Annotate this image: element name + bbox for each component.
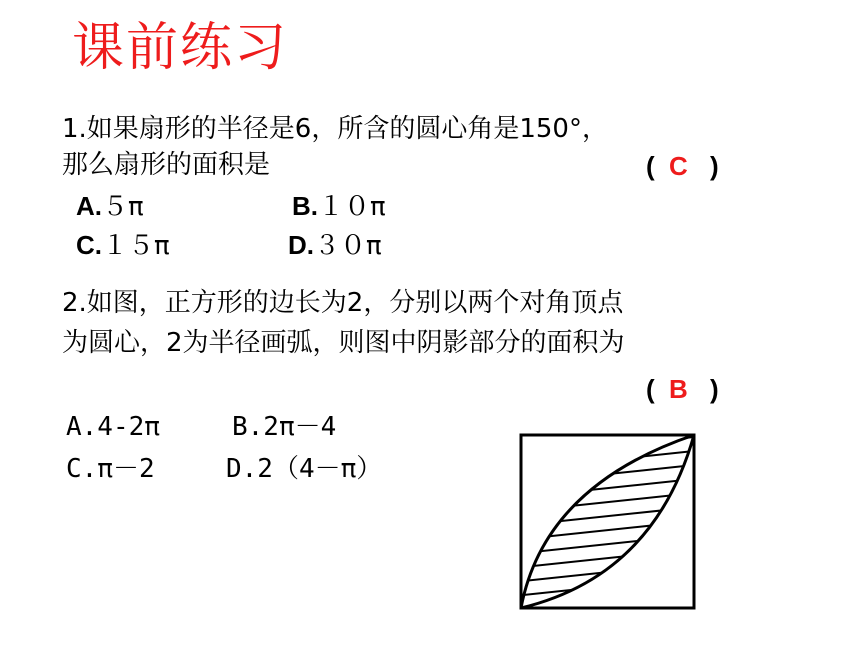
q2-answer-close: ) (709, 374, 719, 404)
q2-answer-open: ( (646, 374, 655, 404)
square-lens-figure (514, 426, 704, 616)
q2-option-c: C.π－2 (66, 454, 155, 484)
q1-line2: 那么扇形的面积是 (62, 150, 271, 180)
q2-option-d: D.2（4－π） (226, 454, 383, 484)
q2-line2: 为圆心，2为半径画弧，则图中阴影部分的面积为 (62, 328, 625, 358)
q2-option-b: B.2π－4 (232, 412, 337, 442)
square-outline (521, 435, 694, 608)
q1-option-c (76, 232, 170, 259)
q1-option-d (288, 232, 382, 259)
q1-option-d-label: D. (288, 230, 314, 260)
q1-option-a (76, 193, 144, 220)
q2-answer (646, 376, 719, 403)
q2-option-a: A.4-2π (66, 412, 160, 442)
q1-line1: 1.如果扇形的半径是6，所含的圆心角是150°， (62, 114, 608, 144)
q1-answer-open: ( (646, 151, 655, 181)
q2-line1: 2.如图，正方形的边长为2，分别以两个对角顶点 (62, 288, 624, 318)
q1-option-b-value: １０π (318, 192, 386, 222)
q2-answer-letter: B (668, 374, 688, 404)
q1-option-d-value: ３０π (314, 231, 382, 261)
q1-option-c-label: C. (76, 230, 102, 260)
q1-option-a-label: A. (76, 191, 102, 221)
q1-option-a-value: ５π (102, 192, 144, 222)
page-title: 课前练习 (72, 18, 289, 78)
q1-option-b-label: B. (292, 191, 318, 221)
q1-option-b (292, 193, 386, 220)
q1-option-c-value: １５π (102, 231, 170, 261)
q1-answer (646, 153, 719, 180)
q1-answer-close: ) (709, 151, 719, 181)
q1-answer-letter: C (668, 151, 688, 181)
